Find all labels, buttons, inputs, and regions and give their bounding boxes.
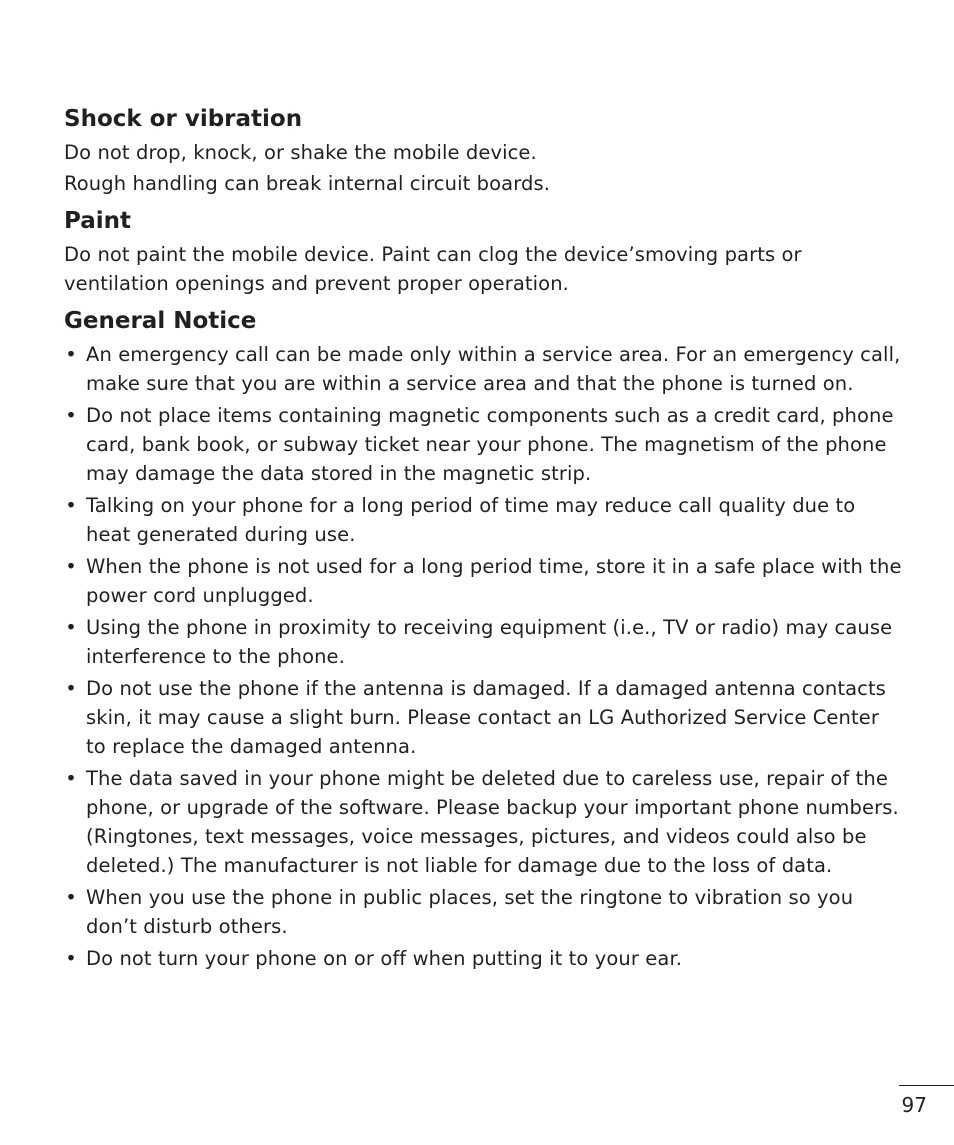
bullet-list xyxy=(64,340,904,973)
bullet-icon: • xyxy=(65,886,77,909)
list-item-text: The data saved in your phone might be deleted due to careless use, repair of the phone, or upgrade of the software. Please backup your important phone numbers. (Ringtones, text messages, voice messages, pictures, and videos could also be deleted.) The manufacturer is not liable for damage due to the loss of data. xyxy=(86,767,899,877)
list-item xyxy=(64,944,904,973)
bullet-icon: • xyxy=(65,947,77,970)
list-item-text: Talking on your phone for a long period of time may reduce call quality due to heat generated during use. xyxy=(86,494,856,546)
list-item-text: Using the phone in proximity to receiving equipment (i.e., TV or radio) may cause interference to the phone. xyxy=(86,616,893,668)
section-general-notice xyxy=(64,306,904,973)
bullet-icon: • xyxy=(65,767,77,790)
list-item-text: Do not place items containing magnetic components such as a credit card, phone card, bank book, or subway ticket near your phone. The magnetism of the phone may damage the data stored in the magnetic strip. xyxy=(86,404,894,485)
list-item xyxy=(64,883,904,941)
list-item xyxy=(64,340,904,398)
list-item xyxy=(64,764,904,880)
page-content xyxy=(64,104,904,981)
page-number: 97 xyxy=(901,1093,927,1117)
bullet-icon: • xyxy=(65,494,77,517)
section-shock-or-vibration xyxy=(64,104,904,198)
list-item xyxy=(64,401,904,488)
section-paint xyxy=(64,206,904,298)
section-heading: General Notice xyxy=(64,308,257,334)
bullet-icon: • xyxy=(65,404,77,427)
list-item xyxy=(64,491,904,549)
list-item xyxy=(64,674,904,761)
bullet-icon: • xyxy=(65,555,77,578)
list-item-text: When you use the phone in public places, set the ringtone to vibration so you don’t disturb others. xyxy=(86,886,854,938)
footer-rule xyxy=(899,1085,954,1086)
list-item-text: When the phone is not used for a long period time, store it in a safe place with the power cord unplugged. xyxy=(86,555,902,607)
list-item-text: An emergency call can be made only within a service area. For an emergency call, make sure that you are within a service area and that the phone is turned on. xyxy=(86,343,901,395)
paragraph: Do not paint the mobile device. Paint can clog the device’smoving parts or ventilation openings and prevent proper operation. xyxy=(64,243,802,295)
paragraph-line: Do not drop, knock, or shake the mobile device. xyxy=(64,141,537,164)
list-item xyxy=(64,552,904,610)
list-item-text: Do not turn your phone on or off when putting it to your ear. xyxy=(86,947,683,970)
section-heading: Paint xyxy=(64,208,132,234)
bullet-icon: • xyxy=(65,677,77,700)
list-item xyxy=(64,613,904,671)
bullet-icon: • xyxy=(65,616,77,639)
paragraph-line: Rough handling can break internal circuit boards. xyxy=(64,172,551,195)
list-item-text: Do not use the phone if the antenna is damaged. If a damaged antenna contacts skin, it may cause a slight burn. Please contact an LG Authorized Service Center to replace the damaged antenna. xyxy=(86,677,886,758)
section-heading: Shock or vibration xyxy=(64,106,303,132)
bullet-icon: • xyxy=(65,343,77,366)
